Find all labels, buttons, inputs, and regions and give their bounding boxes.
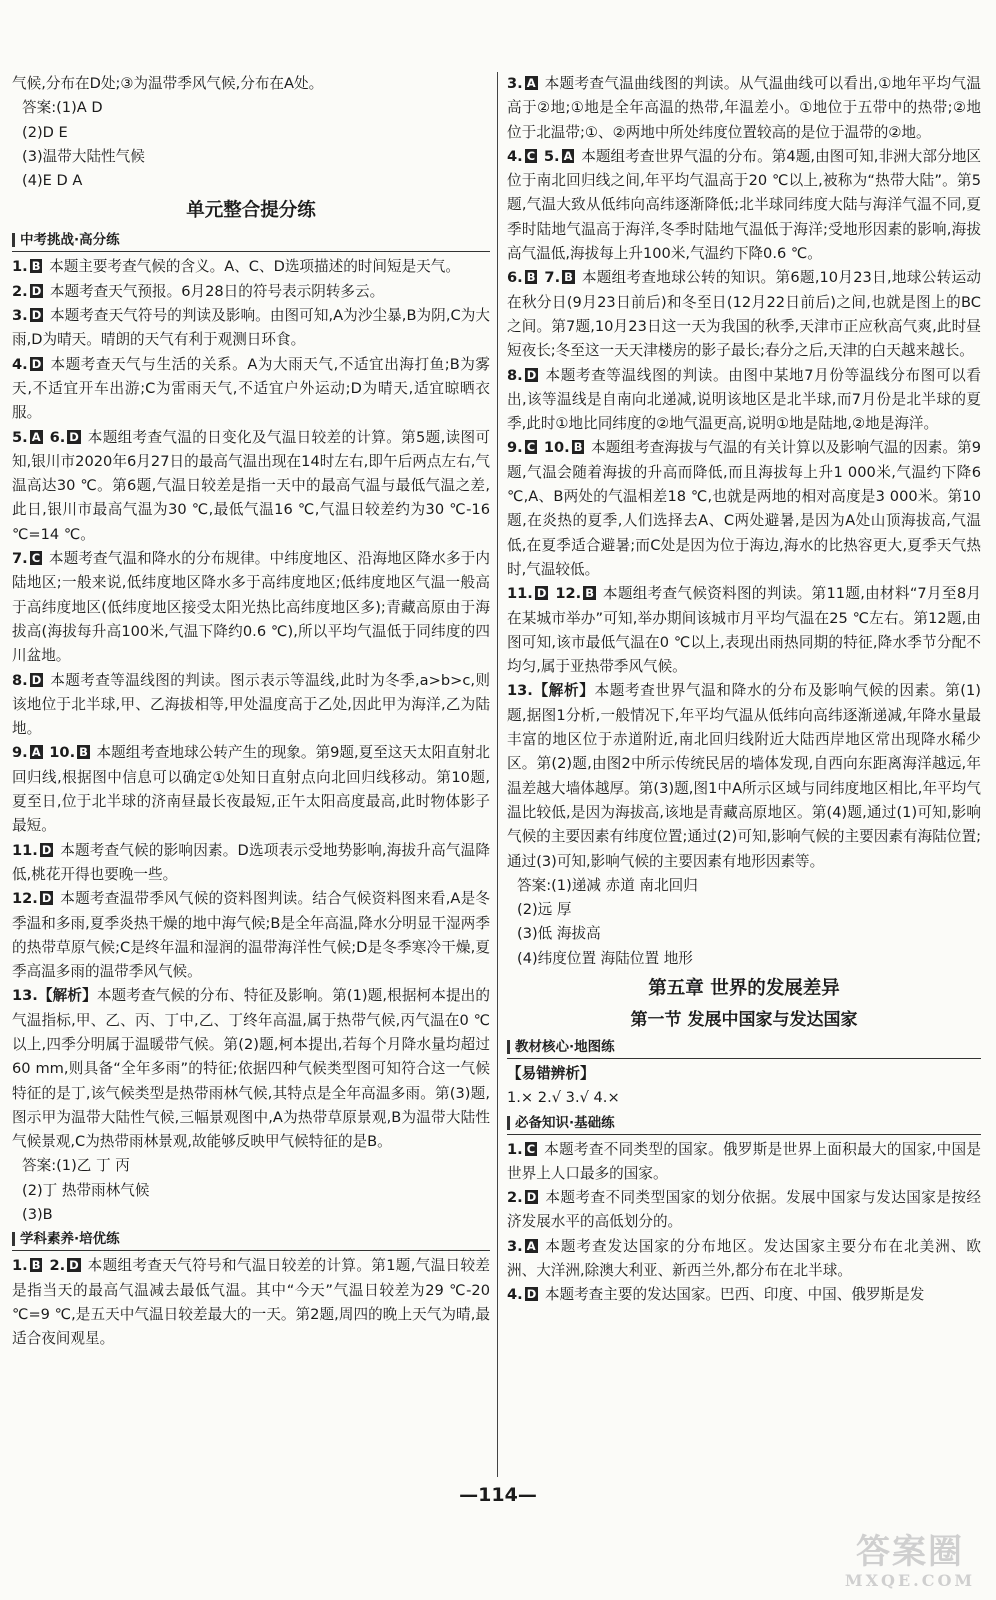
intro-line: 气候,分布在D处;③为温带季风气候,分布在A处。 bbox=[12, 75, 324, 92]
answer-line: 答案:(1)乙 丁 丙 bbox=[22, 1157, 130, 1175]
question-item bbox=[12, 1254, 490, 1351]
question-number: 5. bbox=[543, 147, 560, 165]
question-item bbox=[507, 266, 981, 363]
question-item bbox=[12, 669, 490, 742]
question-item bbox=[507, 436, 981, 582]
question-text: 本题考查世界气温和降水的分布及影响气候的因素。第(1)题,据图1分析,一般情况下,年平均气温从低纬向高纬逐渐递减,年降水量最丰富的地区位于赤道附近,南北回归线附近大陆西岸地区常出现降水稀少区。第(2)题,由图2中所示传统民居的墙体发现,自西向东距离海洋越远,年温差越大墙体越厚。第(3)题,图1中A所示区域与同纬度地区相比,年平均气温比较低,是因为海拔高,该地是青藏高原地区。第(4)题,通过(1)可知,影响气候的主要因素有纬度位置;通过(2)可知,影响气候的主要因素有海陆位置;通过(3)可知,影响气候的主要因素有地形因素等。 bbox=[507, 682, 981, 870]
question-text: 本题考查气候的影响因素。D选项表示受地势影响,海拔升高气温降低,桃花开得也要晚一些。 bbox=[12, 841, 490, 883]
question-number: 12. bbox=[12, 890, 38, 908]
right-column bbox=[507, 72, 981, 1308]
answer-letter: B bbox=[31, 259, 41, 274]
answer-letter: B bbox=[526, 270, 536, 285]
question-text: 本题主要考查气候的含义。A、C、D选项描述的时间短是天气。 bbox=[44, 258, 460, 276]
question-text: 本题组考查地球公转产生的现象。第9题,夏至这天太阳直射北回归线,根据图中信息可以确定①处知日直射点向北回归线移动。第10题,夏至日,位于北半球的济南昼最长夜最短,正午太阳高度最高,此时物体影子最短。 bbox=[12, 744, 490, 835]
question-text: 本题考查天气与生活的关系。A为大雨天气,不适宜出海打鱼;B为雾天,不适宜开车出游;C为雷雨天气,不适宜户外运动;D为晴天,适宜晾晒衣服。 bbox=[12, 355, 490, 422]
question-number: 7. bbox=[544, 269, 561, 287]
question-number: 1. bbox=[507, 1140, 523, 1158]
section-header: 教材核心·地图练 bbox=[507, 1036, 981, 1059]
question-text: 本题组考查气温的日变化及气温日较差的计算。第5题,读图可知,银川市2020年6月27日的最高气温出现在14时左右,即午后两点左右,气温高达30 ℃。第6题,气温日较差是指一天中的最高气温与最低气温之差,此日,银川市最高气温为30 ℃,最低气温16 ℃,气温日较差约为30 ℃-16 ℃=14 ℃。 bbox=[12, 428, 490, 543]
answer-letter: B bbox=[564, 270, 573, 285]
answer-letter: C bbox=[526, 148, 536, 163]
question-number: 3. bbox=[507, 75, 523, 92]
watermark-text: 答案圈 bbox=[856, 1532, 964, 1572]
answer-letter: D bbox=[526, 1190, 537, 1205]
answer-letter: B bbox=[31, 1258, 41, 1273]
intro-answer: (3)温带大陆性气候 bbox=[22, 147, 145, 165]
answer-letter: A bbox=[526, 76, 536, 90]
question-number: 10. bbox=[49, 744, 76, 762]
intro-answer: (2)D E bbox=[22, 123, 68, 141]
question-number: 10. bbox=[543, 439, 570, 457]
question-text: 本题组考查气候资料图的判读。第11题,由材料“7月至8月在某城市举办”可知,举办期间该城市月平均气温在25 ℃左右。第12题,由图可知,该市最低气温在0 ℃以上,表现出雨热同期的特征,降水季节分配不均匀,属于亚热带季风气候。 bbox=[507, 585, 982, 676]
answer-letter: D bbox=[31, 672, 42, 687]
question-number: 6. bbox=[49, 428, 66, 446]
question-item bbox=[507, 145, 981, 266]
section-header: 必备知识·基础练 bbox=[507, 1112, 981, 1135]
answer-line: 答案:(1)递减 赤道 南北回归 bbox=[517, 876, 698, 894]
unit-title: 单元整合提分练 bbox=[186, 200, 316, 222]
question-number: 4. bbox=[507, 147, 523, 165]
answer-letter: D bbox=[41, 891, 52, 906]
question-number: 9. bbox=[12, 744, 28, 762]
answer-letter: D bbox=[536, 586, 547, 601]
question-item bbox=[12, 984, 490, 1154]
question-number: 13. bbox=[12, 987, 38, 1005]
question-text: 本题考查发达国家的分布地区。发达国家主要分布在北美洲、欧洲、大洋洲,除澳大利亚、新西兰外,都分布在北半球。 bbox=[507, 1237, 981, 1280]
answer-letter: C bbox=[526, 440, 536, 455]
question-text: 本题考查温带季风气候的资料图判读。结合气候资料图来看,A是冬季温和多雨,夏季炎热干燥的地中海气候;B是全年高温,降水分明显干湿两季的热带草原气候;C是终年温和湿润的温带海洋性气候;D是冬季寒冷干燥,夏季高温多雨的温带季风气候。 bbox=[12, 890, 490, 981]
question-text: 本题组考查世界气温的分布。第4题,由图可知,非洲大部分地区位于南北回归线之间,年平均气温高于20 ℃以上,被称为“热带大陆”。第5题,气温大致从低纬向高纬逐渐降低;北半球同纬度大陆与海洋气温不同,夏季时陆地气温高于海洋,冬季时陆地气温低于海洋;受地形因素的影响,海拔高气温低,海拔每上升100米,气温约下降0.6 ℃。 bbox=[507, 147, 981, 263]
question-item bbox=[507, 1138, 981, 1187]
question-text: 本题考查不同类型的国家。俄罗斯是世界上面积最大的国家,中国是世界上人口最多的国家。 bbox=[507, 1140, 981, 1182]
question-number: 4. bbox=[12, 355, 28, 373]
answer-letter: A bbox=[563, 148, 573, 163]
question-number: 2. bbox=[507, 1189, 523, 1207]
question-text: 本题考查主要的发达国家。巴西、印度、中国、俄罗斯是发 bbox=[540, 1286, 925, 1304]
question-number: 9. bbox=[507, 439, 523, 457]
question-item bbox=[12, 741, 490, 838]
intro-answer: (4)E D A bbox=[22, 172, 83, 190]
yicuo-answers: 1.× 2.√ 3.√ 4.× bbox=[507, 1089, 620, 1107]
answer-letter: D bbox=[526, 1287, 537, 1302]
answer-letter: D bbox=[41, 842, 52, 857]
question-number: 6. bbox=[507, 269, 523, 287]
question-text: 本题考查气温和降水的分布规律。中纬度地区、沿海地区降水多于内陆地区;一般来说,低纬度地区降水多于高纬度地区;低纬度地区气温一般高于高纬度地区(低纬度地区接受太阳光热比高纬度地区多);青藏高原由于海拔高(海拔每升高100米,气温下降约0.6 ℃),所以平均气温低于同纬度的四川盆地。 bbox=[12, 550, 490, 665]
question-item bbox=[12, 839, 490, 888]
question-text: 本题考查气候的分布、特征及影响。第(1)题,根据柯本提出的气温指标,甲、乙、丙、丁中,乙、丁终年高温,属于热带气候,丙气温在0 ℃以上,四季分明属于温暖带气候。第(2)题,柯本提出,若每个月降水量均超过60 mm,则具备“全年多雨”的特征;依据四种气候类型图可知符合这一气候特征的是丁,该气候类型是热带雨林气候,其特点是全年高温多雨。第(3)题,图示甲为温带大陆性气候,三幅景观图中,A为热带草原景观,B为温带大陆性气候景观,C为热带雨林景观,故能够反映甲气候特征的是B。 bbox=[12, 987, 490, 1151]
answer-letter: A bbox=[526, 1238, 536, 1253]
answer-line: (3)B bbox=[22, 1206, 53, 1224]
question-item bbox=[12, 887, 490, 984]
question-item bbox=[507, 1186, 981, 1235]
left-column bbox=[12, 72, 490, 1352]
question-number: 8. bbox=[12, 671, 28, 689]
question-number: 3. bbox=[12, 307, 28, 325]
question-item bbox=[12, 426, 490, 547]
question-number: 11. bbox=[507, 585, 533, 603]
question-number: 11. bbox=[12, 841, 38, 859]
analysis-tag: 【解析】 bbox=[37, 987, 97, 1005]
answer-letter: D bbox=[31, 308, 42, 323]
answer-line: (3)低 海拔高 bbox=[517, 925, 601, 943]
answer-letter: D bbox=[31, 283, 42, 298]
section-header: 中考挑战·高分练 bbox=[12, 229, 490, 252]
answer-letter: B bbox=[79, 745, 88, 760]
question-number: 1. bbox=[12, 258, 28, 276]
answer-letter: B bbox=[585, 586, 594, 601]
question-number: 13. bbox=[507, 682, 533, 700]
question-text: 本题组考查天气符号和气温日较差的计算。第1题,气温日较差是指当天的最高气温减去最低气温。其中“今天”气温日较差为29 ℃-20 ℃=9 ℃,是五天中气温日较差最大的一天。第2题,周四的晚上天气为晴,最适合夜间观星。 bbox=[12, 1257, 490, 1348]
question-item bbox=[12, 255, 490, 279]
question-number: 1. bbox=[12, 1257, 28, 1275]
chapter-title: 第五章 世界的发展差异 bbox=[648, 977, 840, 999]
answer-letter: C bbox=[31, 551, 41, 566]
question-item bbox=[507, 72, 981, 145]
question-text: 本题考查天气符号的判读及影响。由图可知,A为沙尘暴,B为阴,C为大雨,D为晴天。晴朗的天气有利于观测日环食。 bbox=[12, 307, 490, 349]
question-item bbox=[507, 679, 981, 873]
question-item bbox=[12, 280, 490, 304]
question-number: 2. bbox=[49, 1257, 66, 1275]
yicuo-label: 【易错辨析】 bbox=[507, 1064, 595, 1082]
answer-letter: D bbox=[69, 429, 79, 444]
question-item bbox=[507, 1283, 981, 1307]
answer-letter: A bbox=[31, 745, 41, 760]
answer-line: (4)纬度位置 海陆位置 地形 bbox=[517, 949, 693, 967]
answer-letter: A bbox=[31, 429, 41, 444]
analysis-tag: 【解析】 bbox=[532, 682, 595, 700]
question-number: 5. bbox=[12, 428, 28, 446]
question-number: 8. bbox=[507, 366, 523, 384]
section-title: 第一节 发展中国家与发达国家 bbox=[630, 1009, 858, 1030]
question-text: 本题考查等温线图的判读。由图中某地7月份等温线分布图可以看出,该等温线是自南向北递减,说明该地区是北半球,而7月份是北半球的夏季,此时①地比同纬度的②地气温更高,说明①地是陆地,②地是海洋。 bbox=[507, 366, 981, 433]
question-text: 本题考查气温曲线图的判读。从气温曲线可以看出,①地年平均气温高于②地;①地是全年高温的热带,年温差小。①地位于五带中的热带;②地位于北温带;①、②两地中所处纬度位置较高的是位于温带的②地。 bbox=[507, 75, 981, 141]
question-text: 本题考查等温线图的判读。图示表示等温线,此时为冬季,a>b>c,则该地位于北半球,甲、乙海拔相等,甲处温度高于乙处,因此甲为海洋,乙为陆地。 bbox=[12, 671, 490, 738]
answer-letter: C bbox=[526, 1141, 536, 1156]
answer-letter: D bbox=[69, 1258, 79, 1273]
answer-letter: D bbox=[31, 356, 42, 371]
question-text: 本题组考查地球公转的知识。第6题,10月23日,地球公转运动在秋分日(9月23日前后)和冬至日(12月22日前后)之间,也就是图上的BC之间。第7题,10月23日这一天为我国的秋季,天津市正应秋高气爽,此时昼短夜长;冬至这一天天津楼房的影子最长;春分之后,天津的白天越来越长。 bbox=[507, 269, 981, 360]
page-number: —114— bbox=[459, 1484, 537, 1506]
question-text: 本题组考查海拔与气温的有关计算以及影响气温的因素。第9题,气温会随着海拔的升高而降低,而且海拔每上升1 000米,气温约下降6 ℃,A、B两处的气温相差18 ℃,也就是两地的相对高度是3 000米。第10题,在炎热的夏季,人们选择去A、C两处避暑,是因为A处山顶海拔高,气温低,在夏季适合避暑;而C处是因为位于海边,海水的比热容更大,夏季天气热时,气温较低。 bbox=[507, 439, 981, 578]
intro-answer: 答案:(1)A D bbox=[22, 99, 103, 117]
answer-line: (2)丁 热带雨林气候 bbox=[22, 1181, 150, 1199]
question-item bbox=[12, 353, 490, 426]
section-header: 学科素养·培优练 bbox=[12, 1228, 490, 1251]
question-number: 4. bbox=[507, 1286, 523, 1304]
answer-letter: D bbox=[526, 367, 537, 382]
column-divider bbox=[497, 72, 498, 1477]
question-number: 12. bbox=[555, 585, 582, 603]
answer-line: (2)远 厚 bbox=[517, 901, 572, 919]
question-number: 7. bbox=[12, 550, 28, 568]
question-item bbox=[507, 582, 981, 679]
question-item bbox=[507, 1235, 981, 1284]
question-number: 2. bbox=[12, 282, 28, 300]
question-item bbox=[12, 547, 490, 668]
watermark-logo bbox=[835, 1532, 985, 1594]
watermark-url: MXQE.COM bbox=[844, 1571, 976, 1590]
question-item bbox=[507, 364, 981, 437]
question-number: 3. bbox=[507, 1237, 523, 1255]
question-text: 本题考查天气预报。6月28日的符号表示阴转多云。 bbox=[45, 282, 385, 300]
answer-letter: B bbox=[573, 440, 583, 455]
question-text: 本题考查不同类型国家的划分依据。发展中国家与发达国家是按经济发展水平的高低划分的。 bbox=[507, 1189, 981, 1231]
question-item bbox=[12, 304, 490, 353]
